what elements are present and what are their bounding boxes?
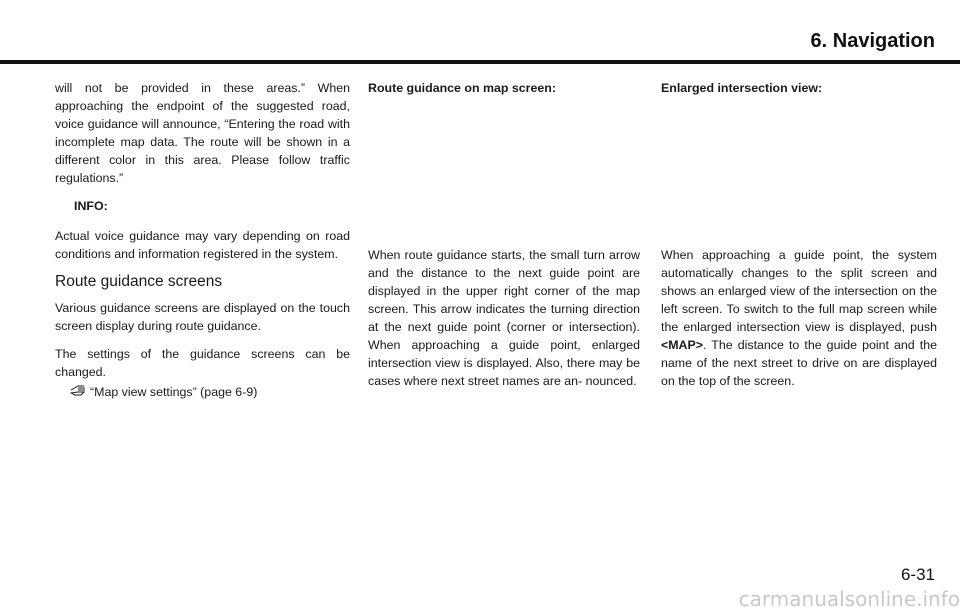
page-number: 6-31 (900, 565, 935, 584)
body-text: . The distance to the guide point and the name of the next street to drive on are displayed on the top of the screen. (661, 338, 937, 388)
subsection-heading: Route guidance on map screen: (368, 81, 556, 95)
cross-reference[interactable] (70, 383, 350, 401)
pointing-hand-icon (70, 384, 86, 397)
subsection-heading: Enlarged intersection view: (661, 81, 823, 95)
paragraph: Various guidance screens are displayed on the touch screen display during route guidance. (55, 301, 350, 333)
map-key-label: <MAP> (661, 338, 704, 352)
info-label: INFO: (74, 199, 108, 213)
column-1 (55, 79, 350, 411)
reference-link[interactable]: “Map view settings” (page 6-9) (90, 385, 258, 399)
paragraph: will not be provided in these areas.” When approaching the endpoint of the suggested road, voice guidance will announce, “Entering the road with incomplete map data. The route will be shown in a different color in this area. Please follow traffic regulations.” (55, 81, 350, 185)
header-rule (0, 60, 960, 64)
paragraph: The settings of the guidance screens can be changed. (55, 347, 350, 379)
watermark: carmanualsonline.info (738, 587, 960, 611)
section-heading: Route guidance screens (55, 273, 223, 290)
body-text: When approaching a guide point, the system automatically changes to the split screen and shows an enlarged view of the intersection on the left screen. To switch to the full map screen while the enlarged intersection view is displayed, push (661, 248, 937, 334)
paragraph: When route guidance starts, the small turn arrow and the distance to the next guide point are displayed in the upper right corner of the map screen. This arrow indicates the turning direction at the next guide point (corner or intersection). When approaching a guide point, enlarged intersection view is displayed. Also, there may be cases where next street names are an- nounced. (368, 248, 640, 388)
column-3 (661, 79, 937, 388)
paragraph (661, 246, 937, 390)
chapter-title: 6. Navigation (810, 30, 935, 52)
paragraph: Actual voice guidance may vary depending on road conditions and information registered in the system. (55, 229, 350, 261)
column-2 (368, 79, 640, 388)
